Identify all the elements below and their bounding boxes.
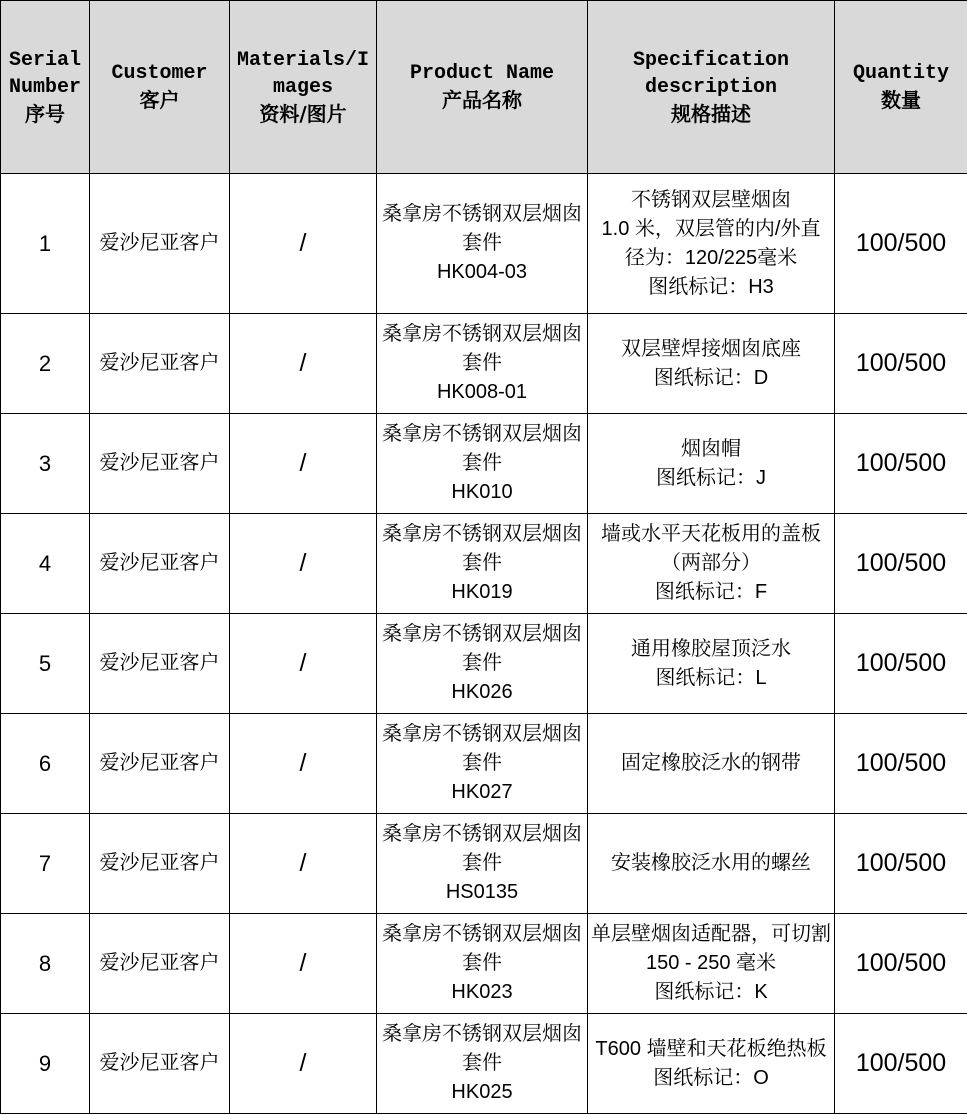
specification-cell xyxy=(588,914,835,1014)
product-name-line: 桑拿房不锈钢双层烟囱 xyxy=(382,523,582,545)
table-row xyxy=(1,714,967,814)
product-name-line: 套件 xyxy=(462,652,502,674)
product-name-cell xyxy=(377,614,588,714)
materials-cell: / xyxy=(230,614,377,714)
quantity-cell: 100/500 xyxy=(835,314,967,414)
serial-number-cell: 7 xyxy=(1,814,90,914)
header-line: Quantity xyxy=(852,62,949,85)
materials-cell: / xyxy=(230,914,377,1014)
specification-cell xyxy=(588,714,835,814)
customer-cell: 爱沙尼亚客户 xyxy=(90,714,230,814)
product-code: HK008-01 xyxy=(436,381,528,403)
customer-cell: 爱沙尼亚客户 xyxy=(90,174,230,314)
product-name-cell xyxy=(377,814,588,914)
specification-line: T600 墙壁和天花板绝热板 xyxy=(595,1037,827,1060)
header-line: 产品名称 xyxy=(442,88,522,112)
specification-cell xyxy=(588,174,835,314)
product-name-cell xyxy=(377,314,588,414)
customer-cell: 爱沙尼亚客户 xyxy=(90,514,230,614)
table-row xyxy=(1,614,967,714)
table-row xyxy=(1,174,967,314)
customer-cell: 爱沙尼亚客户 xyxy=(90,1014,230,1114)
header-line: 规格描述 xyxy=(671,101,751,126)
serial-number-cell: 2 xyxy=(1,314,90,414)
materials-cell: / xyxy=(230,1014,377,1114)
header-serial-number xyxy=(1,1,90,174)
product-code: HK026 xyxy=(451,681,513,703)
quantity-cell: 100/500 xyxy=(835,514,967,614)
serial-number-cell: 8 xyxy=(1,914,90,1014)
specification-line: （两部分） xyxy=(661,552,761,574)
product-name-line: 套件 xyxy=(462,952,502,974)
table-row xyxy=(1,414,967,514)
header-quantity xyxy=(835,1,967,174)
serial-number-cell: 6 xyxy=(1,714,90,814)
customer-cell: 爱沙尼亚客户 xyxy=(90,314,230,414)
specification-line: 双层壁焊接烟囱底座 xyxy=(621,337,801,360)
specification-cell xyxy=(588,314,835,414)
customer-cell: 爱沙尼亚客户 xyxy=(90,914,230,1014)
header-row xyxy=(1,1,967,174)
product-name-cell xyxy=(377,914,588,1014)
product-name-line: 桑拿房不锈钢双层烟囱 xyxy=(382,323,582,345)
header-specification xyxy=(588,1,835,174)
product-code: HK023 xyxy=(451,981,513,1003)
serial-number-cell: 1 xyxy=(1,174,90,314)
product-name-cell xyxy=(377,714,588,814)
specification-line: 1.0 米，双层管的内/外直 xyxy=(601,217,821,240)
specification-line: 固定橡胶泛水的钢带 xyxy=(621,752,801,774)
specification-line: 安装橡胶泛水用的螺丝 xyxy=(611,852,811,874)
specification-line: 烟囱帽 xyxy=(681,437,741,460)
product-code: HK004-03 xyxy=(436,261,528,283)
materials-cell: / xyxy=(230,714,377,814)
materials-cell: / xyxy=(230,414,377,514)
header-customer xyxy=(90,1,230,174)
product-name-line: 套件 xyxy=(462,232,502,254)
specification-line: 通用橡胶屋顶泛水 xyxy=(631,637,791,660)
header-line: Specification xyxy=(632,48,790,72)
quantity-cell: 100/500 xyxy=(835,714,967,814)
product-code: HS0135 xyxy=(445,881,519,903)
header-line: 数量 xyxy=(881,88,921,112)
product-code: HK025 xyxy=(451,1081,513,1103)
quantity-cell: 100/500 xyxy=(835,914,967,1014)
specification-line: 图纸标记：D xyxy=(653,366,769,389)
specification-cell xyxy=(588,814,835,914)
product-name-line: 套件 xyxy=(462,552,502,574)
customer-cell: 爱沙尼亚客户 xyxy=(90,414,230,514)
product-name-line: 套件 xyxy=(462,352,502,374)
quantity-cell: 100/500 xyxy=(835,1014,967,1114)
serial-number-cell: 4 xyxy=(1,514,90,614)
product-name-line: 桑拿房不锈钢双层烟囱 xyxy=(382,423,582,445)
table-row xyxy=(1,314,967,414)
table-row xyxy=(1,1014,967,1114)
specification-line: 径为：120/225毫米 xyxy=(624,246,798,269)
customer-cell: 爱沙尼亚客户 xyxy=(90,614,230,714)
header-line: 序号 xyxy=(25,101,65,126)
quantity-cell: 100/500 xyxy=(835,814,967,914)
product-name-line: 桑拿房不锈钢双层烟囱 xyxy=(382,823,582,845)
customer-cell: 爱沙尼亚客户 xyxy=(90,814,230,914)
serial-number-cell: 9 xyxy=(1,1014,90,1114)
specification-line: 150 - 250 毫米 xyxy=(645,952,777,974)
specification-line: 图纸标记：H3 xyxy=(648,275,774,298)
quantity-cell: 100/500 xyxy=(835,414,967,514)
product-name-line: 套件 xyxy=(462,1052,502,1074)
product-name-cell xyxy=(377,514,588,614)
product-code: HK027 xyxy=(451,781,513,803)
header-materials xyxy=(230,1,377,174)
header-line: description xyxy=(644,75,778,99)
specification-cell xyxy=(588,614,835,714)
materials-cell: / xyxy=(230,314,377,414)
header-line: Number xyxy=(8,75,81,99)
serial-number-cell: 5 xyxy=(1,614,90,714)
specification-cell xyxy=(588,514,835,614)
product-code: HK019 xyxy=(451,581,513,603)
table-row xyxy=(1,814,967,914)
specification-line: 单层壁烟囱适配器，可切割 xyxy=(591,923,831,945)
product-name-line: 桑拿房不锈钢双层烟囱 xyxy=(382,923,582,945)
specification-line: 图纸标记：J xyxy=(656,466,766,489)
product-name-cell xyxy=(377,1014,588,1114)
header-line: Customer xyxy=(111,62,208,85)
quantity-cell: 100/500 xyxy=(835,174,967,314)
product-name-line: 桑拿房不锈钢双层烟囱 xyxy=(382,1023,582,1045)
product-name-line: 桑拿房不锈钢双层烟囱 xyxy=(382,203,582,225)
serial-number-cell: 3 xyxy=(1,414,90,514)
header-product-name xyxy=(377,1,588,174)
specification-line: 不锈钢双层壁烟囱 xyxy=(631,188,791,211)
header-line: Materials/I xyxy=(236,48,370,72)
table-row xyxy=(1,914,967,1014)
product-code: HK010 xyxy=(451,481,513,503)
specification-line: 图纸标记：F xyxy=(654,581,768,603)
product-name-line: 桑拿房不锈钢双层烟囱 xyxy=(382,723,582,745)
product-name-line: 桑拿房不锈钢双层烟囱 xyxy=(382,623,582,645)
product-name-line: 套件 xyxy=(462,852,502,874)
specification-cell xyxy=(588,414,835,514)
product-name-line: 套件 xyxy=(462,752,502,774)
header-line: mages xyxy=(272,75,333,99)
materials-cell: / xyxy=(230,514,377,614)
materials-cell: / xyxy=(230,174,377,314)
table-row xyxy=(1,514,967,614)
product-name-cell xyxy=(377,414,588,514)
header-line: Product Name xyxy=(409,62,555,85)
specification-line: 图纸标记：O xyxy=(653,1066,769,1089)
specification-line: 墙或水平天花板用的盖板 xyxy=(601,523,821,545)
header-line: 资料/图片 xyxy=(259,101,347,126)
specification-line: 图纸标记：L xyxy=(655,666,767,689)
quantity-cell: 100/500 xyxy=(835,614,967,714)
product-name-line: 套件 xyxy=(462,452,502,474)
header-line: Serial xyxy=(8,48,81,72)
product-name-cell xyxy=(377,174,588,314)
header-line: 客户 xyxy=(139,88,180,112)
specification-line: 图纸标记：K xyxy=(654,981,768,1003)
specification-cell xyxy=(588,1014,835,1114)
materials-cell: / xyxy=(230,814,377,914)
